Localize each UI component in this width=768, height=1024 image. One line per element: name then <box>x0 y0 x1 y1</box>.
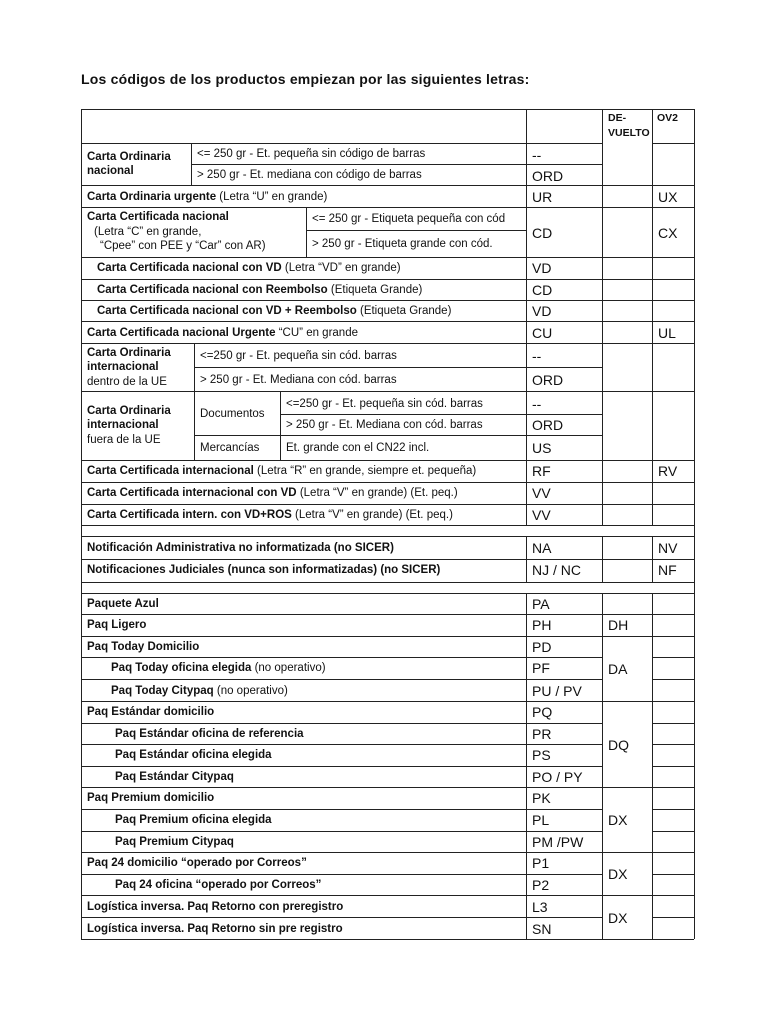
row-ordinaria-nacional-label <box>87 150 171 178</box>
label-line2: nacional <box>87 165 134 177</box>
code-cell: PK <box>532 790 551 806</box>
label-note: (no operativo) <box>251 662 326 674</box>
label-note: (Letra “U” en grande) <box>216 191 328 203</box>
label-line2: internacional <box>87 419 159 431</box>
devuelto-cell: DQ <box>608 737 629 753</box>
ov2-cell: NF <box>658 562 677 578</box>
label-main: Carta Certificada nacional Urgente <box>87 327 276 339</box>
paq-row-label <box>115 813 272 827</box>
ov2-cell: CX <box>658 225 678 241</box>
label-main: Paquete Azul <box>87 598 159 610</box>
label-main: Paq Today Domicilio <box>87 641 200 653</box>
row-certificada-int-label <box>87 464 476 478</box>
label-note: (Letra “R” en grande, siempre et. pequeña) <box>253 465 477 477</box>
paq-row-label <box>87 618 146 632</box>
label-note: (Letra “VD” en grande) <box>281 262 401 274</box>
sub-label: Mercancías <box>200 442 260 454</box>
row-ordinaria-int-fuera-label <box>87 404 171 432</box>
label-main: Carta Ordinaria urgente <box>87 191 217 203</box>
paq-row-label <box>111 684 288 698</box>
code-cell: PR <box>532 726 552 742</box>
sub-label: <=250 gr - Et. pequeña sin cód. barras <box>200 350 397 362</box>
row-ordinaria-int-ue-label <box>87 346 171 374</box>
row-certificada-vd-label <box>97 261 401 275</box>
row-certificada-vd-reembolso-label <box>97 304 451 318</box>
label-note: dentro de la UE <box>87 376 167 388</box>
code-cell: VD <box>532 303 552 319</box>
label-main: Paq Premium Citypaq <box>115 836 234 848</box>
label-main: Paq Estándar domicilio <box>87 706 215 718</box>
ov2-cell: UX <box>658 189 678 205</box>
sub-label: > 250 gr - Et. Mediana con cód. barras <box>286 419 483 431</box>
label-main: Paq Ligero <box>87 619 147 631</box>
header-devuelto-line2: VUELTO <box>608 127 650 139</box>
label-main: Carta Certificada internacional con VD <box>87 487 297 499</box>
paq-row-label <box>87 856 307 870</box>
label-main: Logística inversa. Paq Retorno con preregistro <box>87 901 344 913</box>
label-line1: Carta Ordinaria <box>87 151 171 163</box>
paq-row-label <box>87 640 199 654</box>
code-cell: PA <box>532 596 550 612</box>
code-cell: -- <box>532 348 542 364</box>
code-cell: PL <box>532 812 550 828</box>
code-cell: -- <box>532 396 542 412</box>
code-cell: ORD <box>532 168 564 184</box>
sub-label: > 250 gr - Et. mediana con código de barras <box>197 169 422 181</box>
label-main: Paq Today Citypaq <box>111 685 214 697</box>
code-cell: PD <box>532 639 552 655</box>
label-note: (no operativo) <box>213 685 288 697</box>
paq-row-label <box>87 705 214 719</box>
label-note: fuera de la UE <box>87 434 161 446</box>
header-ov2: OV2 <box>657 112 679 124</box>
paq-row-label <box>115 878 321 892</box>
ov2-cell: NV <box>658 540 678 556</box>
header-devuelto-line1: DE- <box>608 112 627 124</box>
code-cell: UR <box>532 189 553 205</box>
label-note: “CU” en grande <box>275 327 358 339</box>
paq-row-label <box>87 597 159 611</box>
sub-label: > 250 gr - Etiqueta grande con cód. <box>312 238 493 250</box>
code-cell: SN <box>532 921 552 937</box>
label-main: Carta Certificada internacional <box>87 465 254 477</box>
code-cell: PM /PW <box>532 834 584 850</box>
label-note: (Etiqueta Grande) <box>327 284 423 296</box>
label-line1: Carta Ordinaria <box>87 347 171 359</box>
code-cell: VV <box>532 507 551 523</box>
sub-label: Documentos <box>200 408 265 420</box>
row-certificada-int-vdros-label <box>87 508 453 522</box>
code-cell: PH <box>532 617 552 633</box>
sub-label: <= 250 gr - Etiqueta pequeña con cód <box>312 213 506 225</box>
label-main: Paq Premium domicilio <box>87 792 215 804</box>
code-cell: VD <box>532 260 552 276</box>
code-cell: PS <box>532 747 551 763</box>
code-cell: ORD <box>532 372 564 388</box>
code-cell: NJ / NC <box>532 562 581 578</box>
code-cell: PQ <box>532 704 553 720</box>
code-cell: CD <box>532 225 553 241</box>
row-certificada-nacional-label: Carta Certificada nacional <box>87 211 229 223</box>
row-certificada-reembolso-label <box>97 283 422 297</box>
code-cell: US <box>532 440 552 456</box>
ov2-cell: RV <box>658 463 678 479</box>
paq-row-label <box>115 770 234 784</box>
page-title: Los códigos de los productos empiezan por las siguientes letras: <box>81 71 530 87</box>
label-note: (Letra “V” en grande) (Et. peq.) <box>296 487 458 499</box>
label-note: (Letra “V” en grande) (Et. peq.) <box>291 509 453 521</box>
label-main: Paq 24 domicilio “operado por Correos” <box>87 857 307 869</box>
paq-row-label <box>115 835 234 849</box>
label-main: Paq Estándar oficina de referencia <box>115 728 304 740</box>
paq-row-label <box>87 900 343 914</box>
code-cell: NA <box>532 540 552 556</box>
code-cell: VV <box>532 485 551 501</box>
label-line2: internacional <box>87 361 159 373</box>
code-cell: RF <box>532 463 551 479</box>
label-main: Paq Premium oficina elegida <box>115 814 272 826</box>
label-main: Paq Today oficina elegida <box>111 662 252 674</box>
code-cell: PF <box>532 660 550 676</box>
devuelto-cell: DX <box>608 910 628 926</box>
label-note: (Etiqueta Grande) <box>356 305 452 317</box>
devuelto-cell: DX <box>608 812 628 828</box>
header-devuelto <box>608 111 650 141</box>
code-cell: PO / PY <box>532 769 583 785</box>
sub-label: <=250 gr - Et. pequeña sin cód. barras <box>286 398 483 410</box>
row-ordinaria-urgente-label <box>87 190 327 204</box>
label-note: (Letra “C” en grande, <box>94 226 202 238</box>
code-cell: P1 <box>532 855 550 871</box>
row-notificacion-admin-label: Notificación Administrativa no informatizada (no SICER) <box>87 542 394 554</box>
paq-row-label <box>111 661 326 675</box>
code-cell: PU / PV <box>532 683 582 699</box>
paq-row-label <box>115 748 272 762</box>
code-cell: L3 <box>532 899 548 915</box>
row-certificada-int-vd-label <box>87 486 458 500</box>
paq-row-label <box>87 922 343 936</box>
code-cell: CU <box>532 325 553 341</box>
label-main: Carta Certificada nacional con VD + Reembolso <box>97 305 357 317</box>
devuelto-cell: DH <box>608 617 629 633</box>
sub-label: Et. grande con el CN22 incl. <box>286 442 430 454</box>
label-main: Carta Certificada nacional con Reembolso <box>97 284 328 296</box>
code-cell: P2 <box>532 877 550 893</box>
code-cell: -- <box>532 147 542 163</box>
label-main: Paq Estándar Citypaq <box>115 771 234 783</box>
row-certificada-urgente-label <box>87 326 358 340</box>
code-cell: ORD <box>532 417 564 433</box>
label-main: Logística inversa. Paq Retorno sin pre registro <box>87 923 343 935</box>
sub-label: <= 250 gr - Et. pequeña sin código de barras <box>197 148 426 160</box>
row-notificacion-judicial-label: Notificaciones Judiciales (nunca son informatizadas) (no SICER) <box>87 564 441 576</box>
paq-row-label <box>87 791 214 805</box>
label-note: “Cpee” con PEE y “Car” con AR) <box>100 240 266 252</box>
paq-row-label <box>115 727 304 741</box>
code-cell: CD <box>532 282 553 298</box>
label-line1: Carta Ordinaria <box>87 405 171 417</box>
sub-label: > 250 gr - Et. Mediana con cód. barras <box>200 374 397 386</box>
label-main: Paq 24 oficina “operado por Correos” <box>115 879 322 891</box>
devuelto-cell: DA <box>608 661 628 677</box>
devuelto-cell: DX <box>608 866 628 882</box>
ov2-cell: UL <box>658 325 676 341</box>
label-main: Carta Certificada intern. con VD+ROS <box>87 509 292 521</box>
label-main: Paq Estándar oficina elegida <box>115 749 272 761</box>
label-main: Carta Certificada nacional con VD <box>97 262 282 274</box>
